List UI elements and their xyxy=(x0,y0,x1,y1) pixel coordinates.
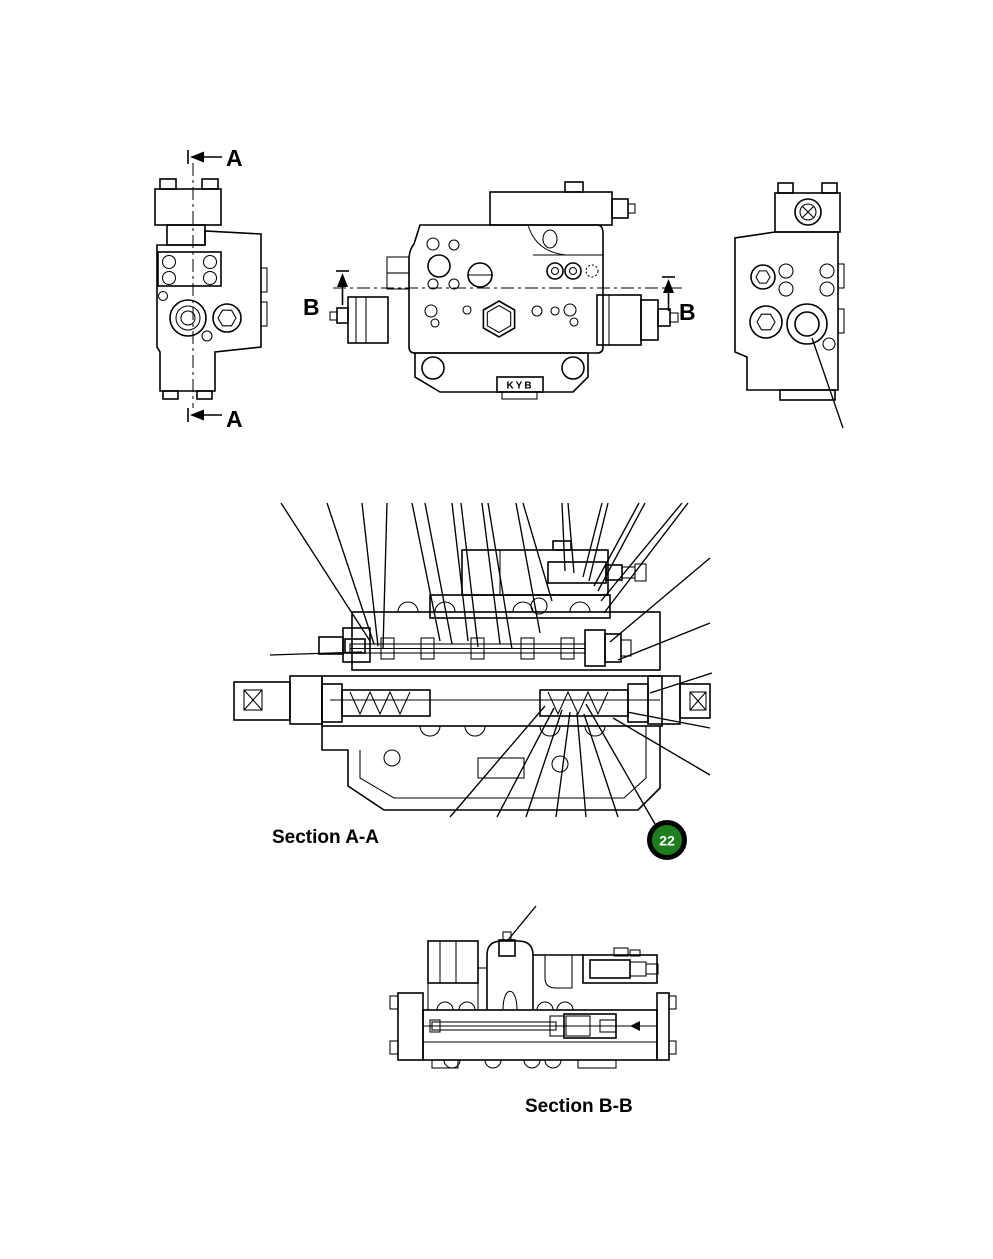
section-label-a-top: A xyxy=(226,145,243,171)
side-view-left xyxy=(155,145,267,432)
section-aa-view xyxy=(234,503,712,848)
section-label-b-left: B xyxy=(303,294,320,320)
section-aa-caption: Section A-A xyxy=(272,827,379,848)
section-cut-arrow-a-bottom xyxy=(188,406,243,432)
section-cut-arrow-b-left xyxy=(303,271,349,320)
side-view-right xyxy=(735,183,844,428)
brand-logo: KYB xyxy=(506,380,534,392)
callout-22[interactable] xyxy=(650,823,685,858)
front-view xyxy=(303,182,696,399)
section-label-b-right: B xyxy=(679,299,696,325)
callout-number[interactable]: 22 xyxy=(659,832,675,849)
leader-line xyxy=(508,906,536,940)
section-bb-view xyxy=(390,906,676,1117)
section-cut-arrow-b-right xyxy=(662,277,696,325)
section-label-a-bottom: A xyxy=(226,406,243,432)
section-bb-caption: Section B-B xyxy=(525,1096,633,1117)
section-cut-arrow-a-top xyxy=(188,145,243,171)
